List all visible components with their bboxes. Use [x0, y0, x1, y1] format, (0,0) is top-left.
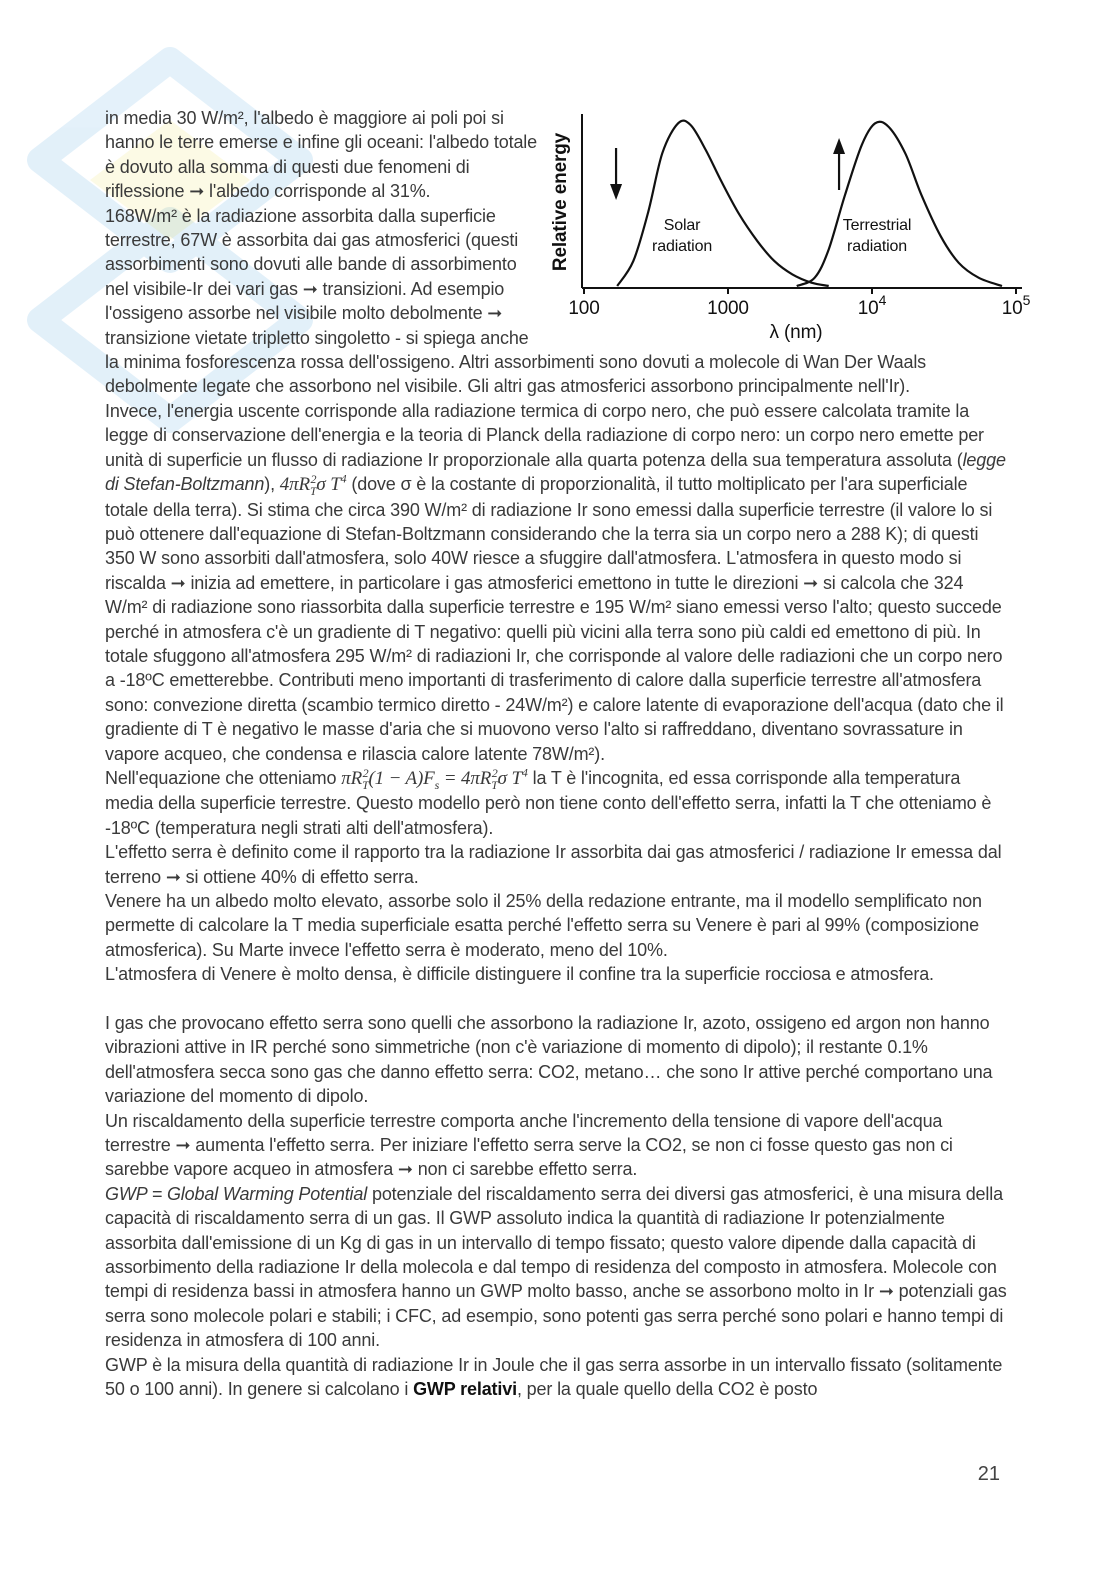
paragraph-gwp-definition [105, 1182, 1010, 1353]
paragraph-venus-atmosphere: L'atmosfera di Venere è molto densa, è difficile distinguere il confine tra la superficie rocciosa e atmosfera. [105, 964, 934, 985]
series-label-terrestrial-radiation-line1: Terrestrial [842, 217, 912, 234]
text-span: (dove σ è la costante di proporzionalità, il tutto moltiplicato per l'ara superficiale totale della terra). Si stima che circa 390 W/m² di radiazione Ir sono emessi dalla superficie terrestre (il valore lo si può ottenere dall'equazione di Stefan-Boltzmann considerando che la terra sia un corpo nero a 288 K); di questi 350 W sono assorbiti dall'atmosfera, solo 40W riesce a sfuggire dall'atmosfera. L'atmosfera in questo modo si riscalda ➞ inizia ad emettere, in particolare i gas atmosferici emettono in tutte le direzioni ➞ si calcola che 324 W/m² di radiazione sono riassorbita dalla superficie terrestre e 195 W/m² siano emessi verso l'alto; questo succede perché in atmosfera c'è un gradiente di T negativo: quelli più vicini alla terra sono più caldi ed emettono di più. In totale sfuggono all'atmosfera 295 W/m² di radiazioni Ir, che corrisponde al valore delle radiazioni che un corpo nero a -18ºC emetterebbe. Contributi meno importanti di trasferimento di calore dalla superficie terrestre all'atmosfera sono: convezione diretta (scambio termico diretto - 24W/m²) e calore latente di evaporazione dell'acqua (dato che il gradiente di T è negativo le masse d'aria che si muovono verso l'alto si raffreddano, diventano sovrassature in vapore acqueo, che condensa e rilascia calore latente 78W/m²). [105, 474, 1004, 764]
chart-svg [548, 110, 1031, 346]
x-axis-label: λ (nm) [769, 322, 823, 343]
paragraph-equation [105, 766, 1010, 840]
paragraph-water-vapor: Un riscaldamento della superficie terrestre comporta anche l'incremento della tensione di vapore dell'acqua terrestre ➞ aumenta l'effetto serra. Per iniziare l'effetto serra serve la CO2, se non ci fosse questo gas non ci sarebbe vapore acqueo in atmosfera ➞ non ci sarebbe effetto serra. [105, 1110, 953, 1180]
paragraph-greenhouse-gases: I gas che provocano effetto serra sono quelli che assorbono la radiazione Ir, azoto, ossigeno ed argon non hanno vibrazioni attive in IR perché sono simmetriche (non c'è variazione di momento di dipolo); il restante 0.1% dell'atmosfera secca sono gas che danno effetto serra: CO2, metano… che sono Ir attive perché comportano una variazione del momento di dipolo. [105, 1013, 993, 1107]
paragraph-venus-mars: Venere ha un albedo molto elevato, assorbe solo il 25% della redazione entrante, ma il modello semplificato non permette di calcolare la T media superficiale esatta perché l'effetto serra su Venere è pari al 99% (composizione atmosferica). Su Marte invece l'effetto serra è moderato, meno del 10%. [105, 891, 982, 960]
paragraph-absorbed-radiation: 168W/m² è la radiazione assorbita dalla superficie terrestre, 67W è assorbita dai gas atmosferici (questi assorbimenti sono dovuti alle bande di assorbimento nel visibile-Ir dei vari gas ➞ transizioni. Ad esempio l'ossigeno assorbe nel visibile molto debolmente ➞ transizione vietate tripletto singoletto - si spiega anche la minima fosforescenza rossa dell'ossigeno. Altri assorbimenti sono dovuti a molecole di Wan Der Waals debolmente legate che assorbono nel visibile. Gli altri gas atmosferici assorbono principalmente nell'Ir). [105, 205, 927, 397]
text-span: ), [264, 474, 280, 495]
series-line-terrestrial-radiation [797, 122, 1002, 286]
text-span: potenziale del riscaldamento serra dei diversi gas atmosferici, è una misura della capacità di riscaldamento serra di un gas. Il GWP assoluto indica la quantità di radiazione Ir potenzialmente assorbita dall'emissione di un Kg di gas in un intervallo di tempo fissato; questo valore dipende dalla capacità di assorbimento della radiazione Ir della molecola e dal tempo di residenza del composto in atmosfera. Molecole con tempi di residenza bassi in atmosfera hanno un GWP molto basso, anche se assorbono molto in Ir ➞ potenziali gas serra sono molecole polari e stabili; i CFC, ad esempio, sono potenti gas serra perché sono polari e hanno tempi di residenza in atmosfera di 100 anni. [105, 1183, 1007, 1351]
series-label-terrestrial-radiation-line2: radiation [847, 238, 908, 255]
equation-stefan-boltzmann: $4\pi R_T^2\sigma$ $T^4$ [279, 471, 347, 498]
italic-term-gwp: GWP = Global Warming Potential [105, 1183, 368, 1204]
x-tick-label-1: 1000 [707, 298, 749, 319]
italic-term-stefan-boltzmann: legge di Stefan-Boltzmann [105, 449, 1006, 495]
series-group [610, 121, 1002, 286]
page-number: 21 [977, 1463, 1000, 1485]
text-span: GWP è la misura della quantità di radiazione Ir in Joule che il gas serra assorbe in un intervallo fissato (solitamente 50 o 100 anni). In genere si calcolano i [105, 1354, 1003, 1400]
text-span: , per la quale quello della CO2 è posto [516, 1379, 818, 1400]
text-span: la T è l'incognita, ed essa corrisponde alla temperatura media della superficie terrestre. Questo modello però non tiene conto dell'effetto serra, infatti la T che otteniamo è -18ºC (temperatura negli strati alti dell'atmosfera). [105, 767, 992, 838]
paragraph-albedo: in media 30 W/m², l'albedo è maggiore ai poli poi si hanno le terre emerse e infine gli oceani: l'albedo totale è dovuto alla somma di questi due fenomeni di riflessione ➞ l'albedo corrisponde al 31%. [105, 108, 538, 202]
series-arrow-terrestrial-radiation-head [833, 138, 845, 154]
series-label-solar-radiation-line2: radiation [652, 238, 713, 255]
y-axis-label: Relative energy [550, 132, 571, 272]
x-tick-label-0: 100 [568, 298, 600, 319]
x-tick-group [568, 288, 1030, 319]
x-tick-label-2: $10^4$ [857, 292, 887, 319]
equation-energy-balance: $\pi R_T^2(1 - A)F_s = 4\pi R_T^2\sigma$ $T^4$ [341, 765, 528, 792]
x-tick-label-3: $10^5$ [1001, 292, 1031, 319]
radiation-spectrum-chart [548, 110, 1031, 346]
paragraph-greenhouse-definition: L'effetto serra è definito come il rapporto tra la radiazione Ir assorbita dai gas atmosferici / radiazione Ir emessa dal terreno ➞ si ottiene 40% di effetto serra. [105, 842, 1002, 887]
paragraph-gwp-measure [105, 1353, 1010, 1402]
text-column [105, 106, 1031, 1402]
bold-term-gwp-relative: GWP relativi [413, 1379, 517, 1400]
series-arrow-solar-radiation-head [610, 184, 622, 200]
series-line-solar-radiation [617, 121, 829, 286]
paragraph-blackbody [105, 399, 1010, 766]
series-label-solar-radiation-line1: Solar [663, 217, 701, 234]
text-span: Invece, l'energia uscente corrisponde alla radiazione termica di corpo nero, che può essere calcolata tramite la legge di conservazione dell'energia e la teoria di Planck della radiazione di corpo nero: un corpo nero emette per unità di superficie un flusso di radiazione Ir proporzionale alla quarta potenza della sua temperatura assoluta ( [105, 400, 984, 470]
text-span: Nell'equazione che otteniamo [105, 767, 342, 788]
